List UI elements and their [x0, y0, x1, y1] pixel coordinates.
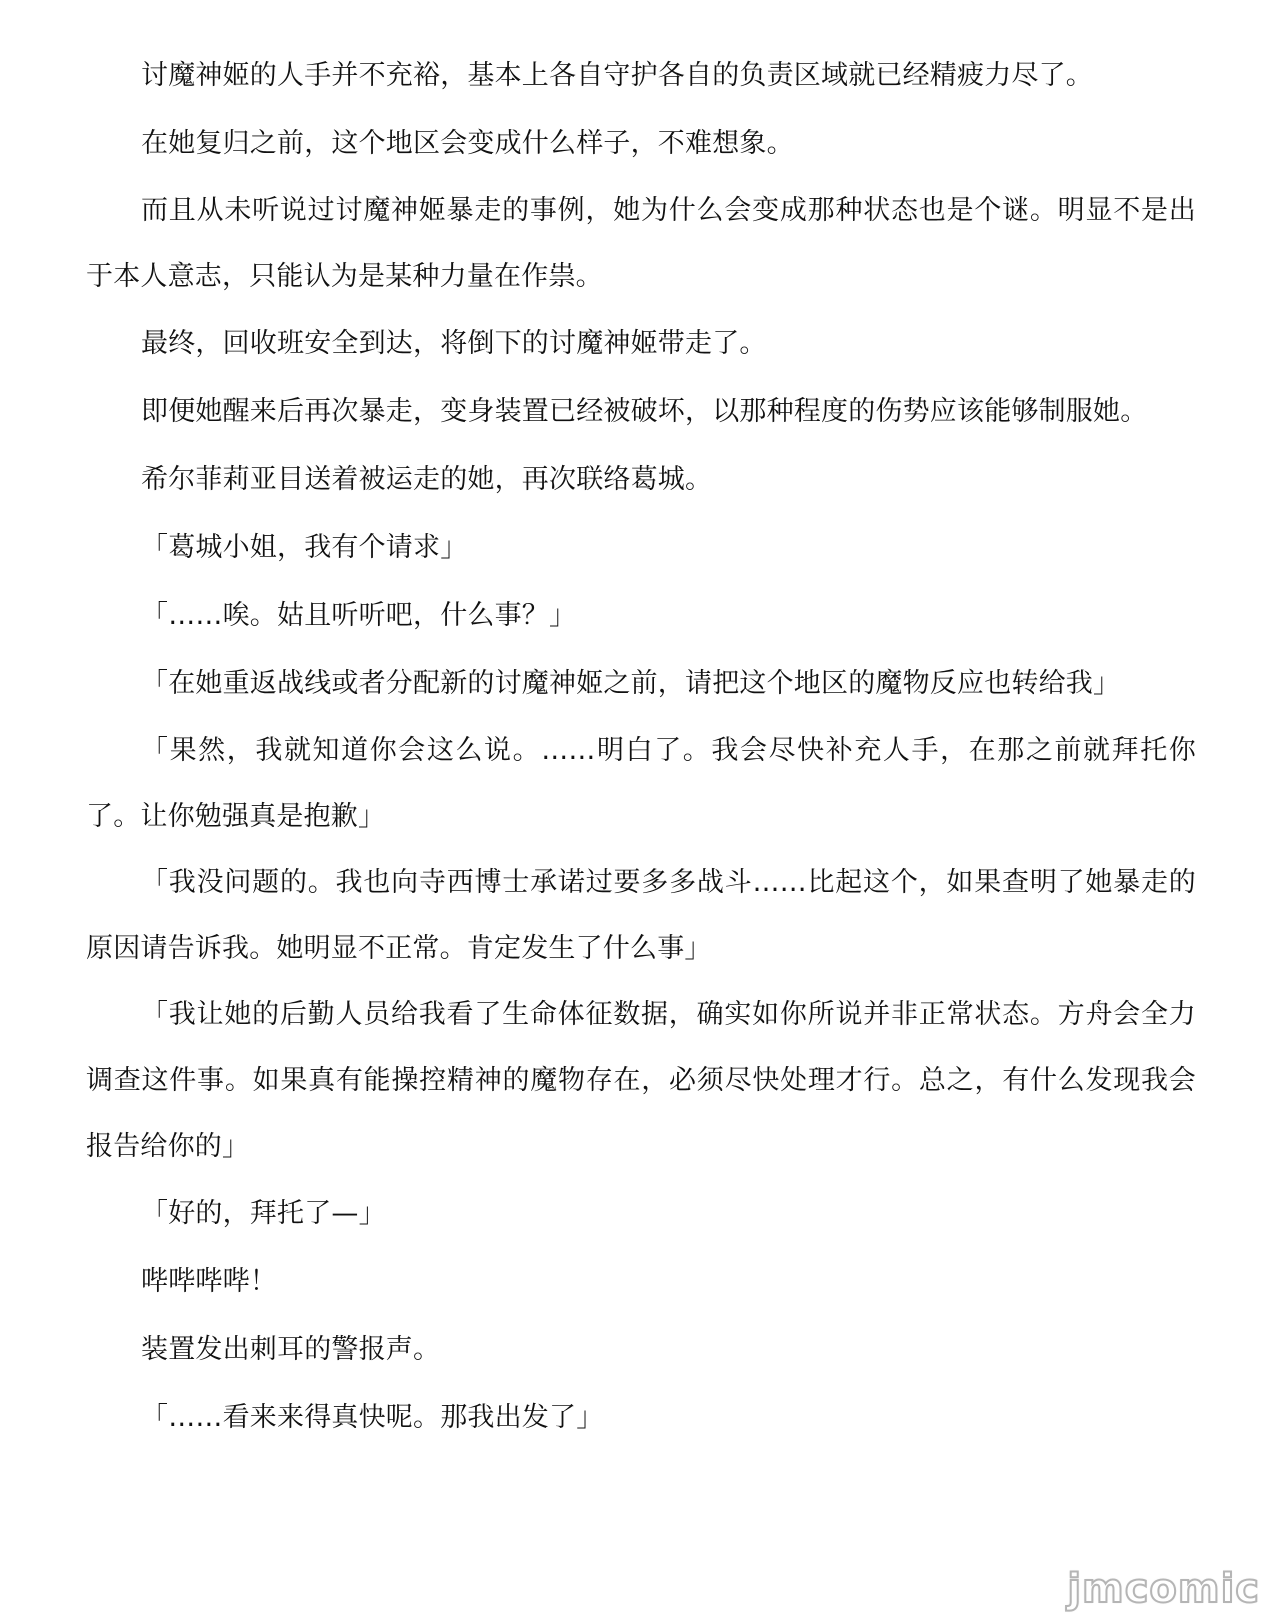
watermark-logo: jmcomic	[1067, 1566, 1260, 1612]
paragraph: 最终，回收班安全到达，将倒下的讨魔神姬带走了。	[141, 328, 767, 359]
dialogue-line: 「在她重返战线或者分配新的讨魔神姬之前，请把这个地区的魔物反应也转给我」	[141, 668, 1121, 699]
dialogue-line: 「……唉。姑且听听吧，什么事？」	[141, 600, 577, 631]
dialogue-line: 「葛城小姐，我有个请求」	[141, 532, 468, 563]
dialogue-line: 「我没问题的。我也向寺西博士承诺过要多多战斗……比起这个，如果查明了她暴走的原因请告诉我。她明显不正常。肯定发生了什么事」	[86, 867, 1196, 964]
paragraph: 希尔菲莉亚目送着被运走的她，再次联络葛城。	[141, 464, 713, 495]
text-column	[86, 42, 1196, 1452]
paragraph: 即便她醒来后再次暴走，变身装置已经被破坏，以那种程度的伤势应该能够制服她。	[141, 396, 1148, 427]
dialogue-line: 「我让她的后勤人员给我看了生命体征数据，确实如你所说并非正常状态。方舟会全力调查这件事。如果真有能操控精神的魔物存在，必须尽快处理才行。总之，有什么发现我会报告给你的」	[86, 999, 1196, 1162]
dialogue-line: 「……看来来得真快呢。那我出发了」	[141, 1402, 604, 1433]
document-page	[86, 0, 1196, 1624]
paragraph: 哔哔哔哔！	[141, 1266, 277, 1297]
dialogue-line: 「果然，我就知道你会这么说。……明白了。我会尽快补充人手，在那之前就拜托你了。让你勉强真是抱歉」	[86, 735, 1196, 832]
paragraph: 而且从未听说过讨魔神姬暴走的事例，她为什么会变成那种状态也是个谜。明显不是出于本人意志，只能认为是某种力量在作祟。	[86, 195, 1196, 292]
paragraph: 在她复归之前，这个地区会变成什么样子，不难想象。	[141, 128, 794, 159]
dialogue-line: 「好的，拜托了—」	[141, 1198, 386, 1229]
paragraph: 装置发出刺耳的警报声。	[141, 1334, 441, 1365]
paragraph: 讨魔神姬的人手并不充裕，基本上各自守护各自的负责区域就已经精疲力尽了。	[141, 60, 1093, 91]
